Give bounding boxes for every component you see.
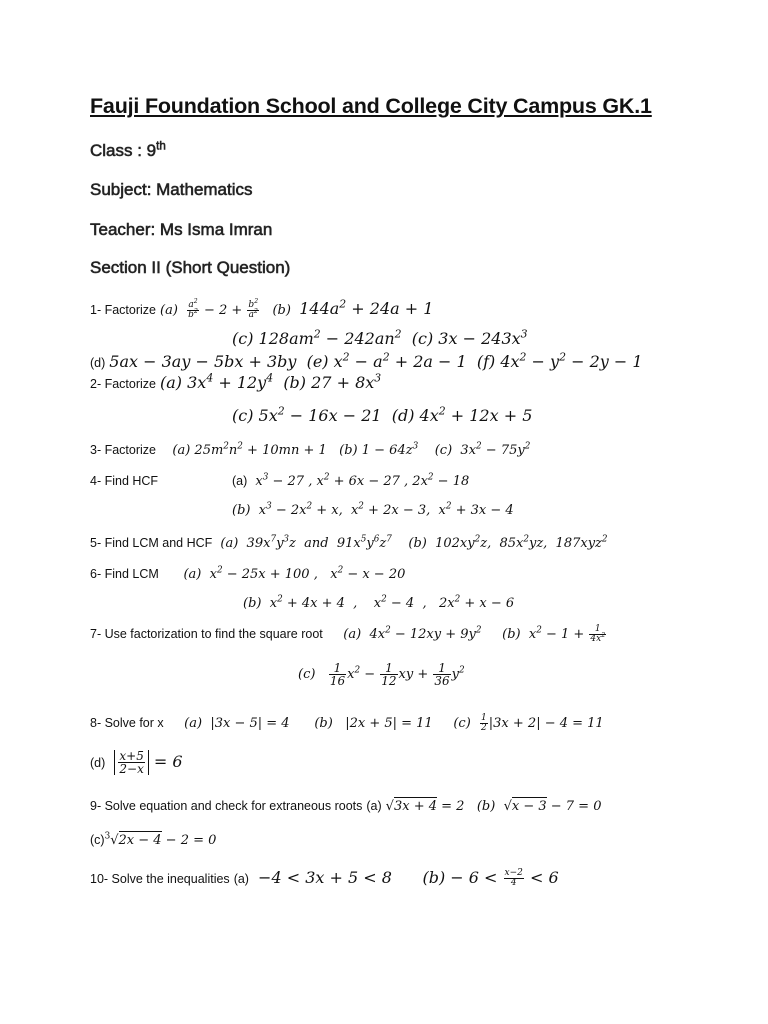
question-1: 1- Factorize (a) $\frac{a^2}{b^2}$ − 2 + $\frac{b^2}{a^2}$ (b) $144a^2 + 24a + 1$ — [90, 297, 434, 320]
q1-line-3: (d) 5ax − 3ay − 5bx + 3by (e) $x^2 - a^2 + 2a - 1$ (f) $4x^2 - y^2 - 2y - 1$ — [90, 350, 643, 371]
subject-line: Subject: Mathematics — [90, 180, 253, 199]
question-8: 8- Solve for x (a) |3x − 5| = 4 (b) |2x + 5| = 11 (c) $\frac{1}{2}$ |3x + 2| − 4 = 11 — [90, 713, 604, 733]
school-title: Fauji Foundation School and College City Campus GK.1 — [90, 94, 652, 118]
q2-line-2: (c) $5x^2 - 16x - 21$ (d) $4x^2 + 12x + 5$ — [232, 404, 533, 425]
question-7: 7- Use factorization to find the square root (a) $4x^2 - 12xy + 9y^2$ (b) $x^2 - 1$ + $\frac{1}{4x^2}$ — [90, 624, 606, 644]
q8-part-d: (d) $\frac{x+5}{2-x}$ = 6 — [90, 749, 183, 776]
q9-part-c: $(c)^3√2x - 4 - 2 = 0$ — [90, 831, 217, 848]
q1-line-2: (c) $128am^2 - 242an^2$ (c) $3x - 243x^3$ — [232, 327, 528, 348]
question-3: 3- Factorize (a) $25m^2n^2 + 10mn + 1$ (b) $1 - 64z^3$ (c) $3x^2 - 75y^2$ — [90, 441, 531, 458]
question-4: 4- Find HCF — [90, 474, 159, 488]
teacher-line: Teacher: Ms Isma Imran — [90, 220, 273, 239]
question-2: 2- Factorize (a) $3x^4 + 12y^4$ (b) $27 + 8x^3$ — [90, 371, 382, 392]
question-5: 5- Find LCM and HCF (a) $39x^7y^3z$ and $91x^5y^6z^7$ (b) $102xy^2z$, $85x^2yz$, 187xyz$^2$ — [90, 534, 608, 551]
section-heading: Section II (Short Question) — [90, 258, 291, 277]
question-6: 6- Find LCM (a) $x^2 - 25x + 100$ , $x^2 - x - 20$ — [90, 565, 406, 582]
question-9: 9- Solve equation and check for extraneous roots (a) √3x + 4 = 2 (b) √x − 3 − 7 = 0 — [90, 799, 602, 814]
q6-part-b: (b) $x^2 + 4x + 4$ , $x^2 - 4$ , $2x^2 + x - 6$ — [243, 594, 515, 611]
class-line: Class : 9th — [90, 140, 166, 160]
question-10: 10- Solve the inequalities (a) −4 < 3x + 5 < 8 (b) − 6 < $\frac{x-2}{4}$ < 6 — [90, 868, 559, 888]
q4-part-b: (b) $x^3 - 2x^2 + x$, $x^2 + 2x - 3$, $x^2 + 3x - 4$ — [232, 501, 514, 518]
q7-part-c: (c) $\frac{1}{16}$ $x^2$ − $\frac{1}{12}$ xy + $\frac{1}{36}$ $y^2$ — [298, 661, 465, 688]
q4-part-a: (a) $x^3 - 27$ , $x^2 + 6x - 27$ , $2x^2 - 18$ — [232, 472, 470, 489]
q1-expressions: (a) $\frac{a^2}{b^2}$ − 2 + $\frac{b^2}{a^2}$ (b) $144a^2 + 24a + 1$ — [160, 297, 434, 320]
